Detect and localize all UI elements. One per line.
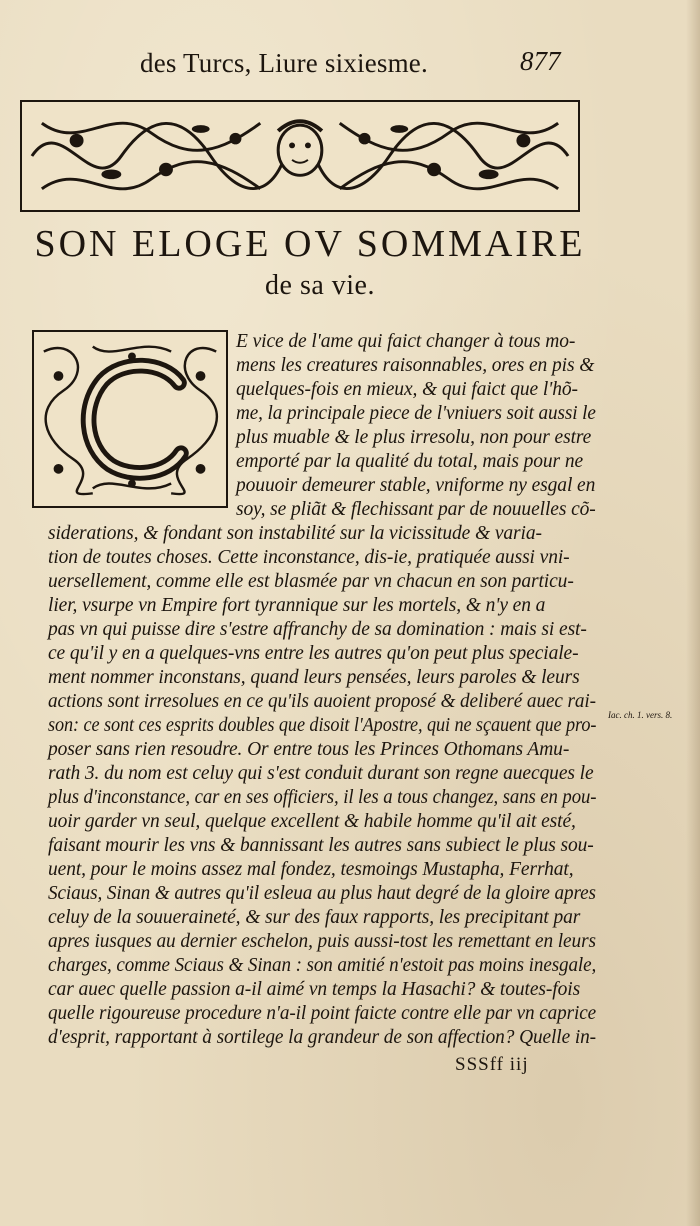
page-edge-shadow (686, 0, 700, 1226)
body-line: lier, vsurpe vn Empire fort tyrannique sur les mortels, & n'y en a (48, 595, 546, 616)
page-number: 877 (520, 46, 561, 76)
section-subtitle: de sa vie. (265, 270, 375, 301)
body-line: uoir garder vn seul, quelque excellent & habile homme qu'il ait esté, (48, 811, 576, 832)
body-line: faisant mourir les vns & bannissant les autres sans subiect le plus sou- (48, 835, 594, 856)
body-line: pas vn qui puisse dire s'estre affranchy de sa domination : mais si est- (48, 619, 587, 640)
body-line: pouuoir demeurer stable, vniforme ny esgal en (236, 475, 596, 496)
body-line: actions sont irresolues en ce qu'ils auoient proposé & deliberé auec rai- (48, 691, 596, 712)
body-line: emporté par la qualité du total, mais pour ne (236, 451, 584, 472)
body-line: uersellement, comme elle est blasmée par vn chacun en son particu- (48, 571, 574, 592)
body-line: me, la principale piece de l'vniuers soit aussi le (236, 403, 596, 424)
body-line: quelques-fois en mieux, & qui faict que l'hõ- (236, 379, 578, 400)
body-line: plus d'inconstance, car en ses officiers, il les a tous changez, sans en pou- (48, 787, 597, 808)
body-line: tion de toutes choses. Cette inconstance, dis-ie, pratiquée aussi vni- (48, 547, 570, 568)
decorated-initial-c (32, 330, 228, 508)
body-line: uent, pour le moins assez mal fondez, tesmoings Mustapha, Ferrhat, (48, 859, 574, 880)
body-line: ment nommer inconstans, quand leurs pensées, leurs paroles & leurs (48, 667, 580, 688)
body-line: E vice de l'ame qui faict changer à tous mo- (236, 331, 576, 352)
body-line: car auec quelle passion a-il aimé vn temps la Hasachi? & toutes-fois (48, 979, 581, 1000)
body-line: son: ce sont ces esprits doubles que disoit l'Apostre, qui ne sçauent que pro- (48, 715, 597, 736)
ornamental-headpiece (20, 100, 580, 212)
body-line: soy, se pliãt & flechissant par de nouuelles cõ- (236, 499, 596, 520)
body-line: siderations, & fondant son instabilité sur la vicissitude & varia- (48, 523, 542, 544)
signature-mark: SSSff iij (455, 1054, 529, 1075)
body-line: quelle rigoureuse procedure n'a-il point faicte contre elle par vn caprice (48, 1003, 597, 1024)
body-line: plus muable & le plus irresolu, non pour estre (236, 427, 592, 448)
body-line: ce qu'il y en a quelques-vns entre les autres qu'on peut plus speciale- (48, 643, 579, 664)
body-line: Sciaus, Sinan & autres qu'il esleua au plus haut degré de la gloire apres (48, 883, 596, 904)
body-line: charges, comme Sciaus & Sinan : son amitié n'estoit pas moins inesgale, (48, 955, 597, 976)
body-line: d'esprit, rapportant à sortilege la grandeur de son affection? Quelle in- (48, 1027, 597, 1048)
margin-note: Iac. ch. 1. vers. 8. (608, 710, 673, 720)
body-line: celuy de la souueraineté, & sur des faux rapports, les precipitant par (48, 907, 581, 928)
body-line: poser sans rien resoudre. Or entre tous les Princes Othomans Amu- (48, 739, 570, 760)
body-line: apres iusques au dernier eschelon, puis aussi-tost les remettant en leurs (48, 931, 596, 952)
running-head: des Turcs, Liure sixiesme. (140, 48, 428, 78)
body-line: mens les creatures raisonnables, ores en pis & (236, 355, 595, 376)
section-title: SON ELOGE OV SOMMAIRE (34, 223, 586, 265)
body-line: rath 3. du nom est celuy qui s'est conduit durant son regne auecques le (48, 763, 594, 784)
